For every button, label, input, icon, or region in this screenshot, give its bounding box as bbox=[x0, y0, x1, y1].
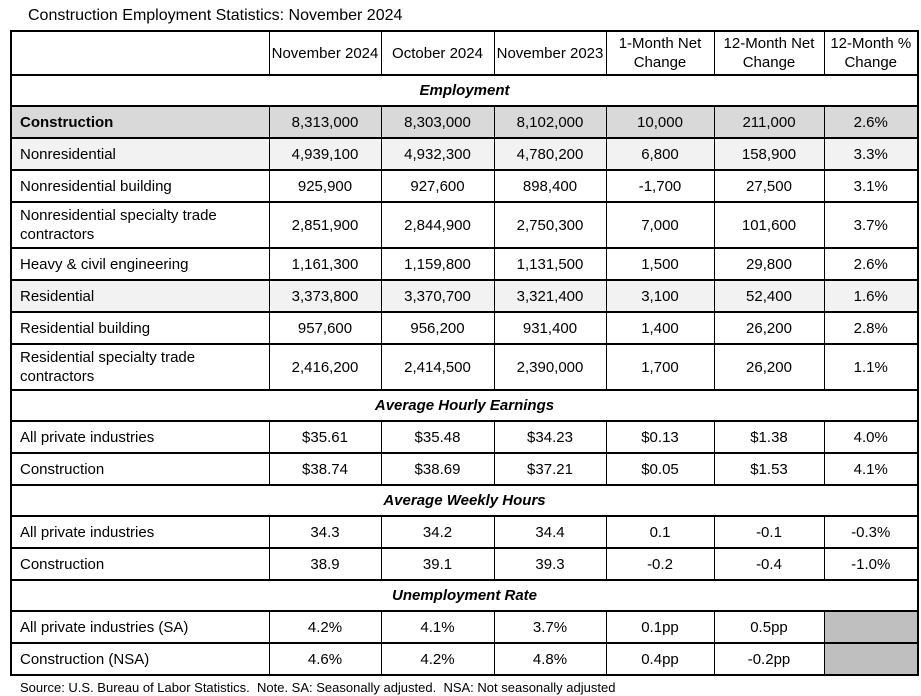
cell-value: 1,500 bbox=[606, 248, 714, 280]
table-body bbox=[11, 75, 918, 675]
cell-value: 8,313,000 bbox=[269, 106, 381, 138]
cell-value: 0.1pp bbox=[606, 611, 714, 643]
cell-value: 158,900 bbox=[714, 138, 824, 170]
cell-value: 4.0% bbox=[824, 421, 918, 453]
cell-value: 931,400 bbox=[494, 312, 606, 344]
cell-value: 2.6% bbox=[824, 248, 918, 280]
cell-value: 4.2% bbox=[381, 643, 494, 675]
row-label: Residential specialty trade contractors bbox=[11, 344, 269, 390]
cell-value: 4.6% bbox=[269, 643, 381, 675]
cell-value: 1.1% bbox=[824, 344, 918, 390]
column-header: 1-Month Net Change bbox=[606, 31, 714, 75]
cell-value: 957,600 bbox=[269, 312, 381, 344]
table-row bbox=[11, 344, 918, 390]
cell-value: 39.3 bbox=[494, 548, 606, 580]
cell-value: 3.7% bbox=[494, 611, 606, 643]
column-header: November 2024 bbox=[269, 31, 381, 75]
cell-value: $0.13 bbox=[606, 421, 714, 453]
cell-value: $37.21 bbox=[494, 453, 606, 485]
cell-value: 898,400 bbox=[494, 170, 606, 202]
page-title: Construction Employment Statistics: November 2024 bbox=[28, 7, 403, 24]
table-row bbox=[11, 421, 918, 453]
source-note: Source: U.S. Bureau of Labor Statistics. Note. SA: Seasonally adjusted. NSA: Not seasonally adjusted bbox=[20, 680, 616, 695]
cell-value: 27,500 bbox=[714, 170, 824, 202]
cell-value: 956,200 bbox=[381, 312, 494, 344]
cell-value: 0.5pp bbox=[714, 611, 824, 643]
section-heading: Average Hourly Earnings bbox=[11, 390, 918, 421]
cell-value: 2,750,300 bbox=[494, 202, 606, 248]
cell-value: 34.2 bbox=[381, 516, 494, 548]
table-row bbox=[11, 643, 918, 675]
cell-value: 4.2% bbox=[269, 611, 381, 643]
cell-value: -0.2pp bbox=[714, 643, 824, 675]
cell-value: 2,390,000 bbox=[494, 344, 606, 390]
section-row bbox=[11, 580, 918, 611]
cell-value: -0.3% bbox=[824, 516, 918, 548]
cell-value: $0.05 bbox=[606, 453, 714, 485]
cell-value: 4.8% bbox=[494, 643, 606, 675]
cell-value: 1,400 bbox=[606, 312, 714, 344]
cell-value: -1.0% bbox=[824, 548, 918, 580]
cell-value: 1.6% bbox=[824, 280, 918, 312]
cell-value: $1.38 bbox=[714, 421, 824, 453]
cell-value: 38.9 bbox=[269, 548, 381, 580]
cell-value: $38.74 bbox=[269, 453, 381, 485]
cell-value: 3.7% bbox=[824, 202, 918, 248]
cell-value: $35.48 bbox=[381, 421, 494, 453]
cell-value: -1,700 bbox=[606, 170, 714, 202]
cell-value: 1,131,500 bbox=[494, 248, 606, 280]
cell-value: 101,600 bbox=[714, 202, 824, 248]
row-label: Residential bbox=[11, 280, 269, 312]
column-header: November 2023 bbox=[494, 31, 606, 75]
empty-shaded-cell bbox=[824, 643, 918, 675]
empty-shaded-cell bbox=[824, 611, 918, 643]
cell-value: 0.4pp bbox=[606, 643, 714, 675]
cell-value: 39.1 bbox=[381, 548, 494, 580]
row-label: Heavy & civil engineering bbox=[11, 248, 269, 280]
cell-value: 0.1 bbox=[606, 516, 714, 548]
section-row bbox=[11, 75, 918, 106]
row-label: Nonresidential building bbox=[11, 170, 269, 202]
cell-value: 3,373,800 bbox=[269, 280, 381, 312]
cell-value: 1,159,800 bbox=[381, 248, 494, 280]
section-heading: Unemployment Rate bbox=[11, 580, 918, 611]
cell-value: 2,414,500 bbox=[381, 344, 494, 390]
table-row bbox=[11, 170, 918, 202]
row-label: All private industries bbox=[11, 421, 269, 453]
cell-value: -0.1 bbox=[714, 516, 824, 548]
cell-value: $35.61 bbox=[269, 421, 381, 453]
cell-value: -0.2 bbox=[606, 548, 714, 580]
column-header: 12-Month Net Change bbox=[714, 31, 824, 75]
cell-value: 3,100 bbox=[606, 280, 714, 312]
section-heading: Employment bbox=[11, 75, 918, 106]
cell-value: 211,000 bbox=[714, 106, 824, 138]
table-row bbox=[11, 106, 918, 138]
cell-value: 26,200 bbox=[714, 344, 824, 390]
row-label: Construction bbox=[11, 548, 269, 580]
section-row bbox=[11, 390, 918, 421]
cell-value: 4,780,200 bbox=[494, 138, 606, 170]
cell-value: 8,102,000 bbox=[494, 106, 606, 138]
column-header-row bbox=[11, 31, 918, 75]
corner-header-cell bbox=[11, 31, 269, 75]
table-row bbox=[11, 548, 918, 580]
cell-value: -0.4 bbox=[714, 548, 824, 580]
cell-value: 3.1% bbox=[824, 170, 918, 202]
cell-value: 52,400 bbox=[714, 280, 824, 312]
cell-value: 10,000 bbox=[606, 106, 714, 138]
cell-value: 3.3% bbox=[824, 138, 918, 170]
table-row bbox=[11, 611, 918, 643]
cell-value: 34.3 bbox=[269, 516, 381, 548]
cell-value: 3,370,700 bbox=[381, 280, 494, 312]
cell-value: 927,600 bbox=[381, 170, 494, 202]
cell-value: 2,851,900 bbox=[269, 202, 381, 248]
cell-value: 4.1% bbox=[381, 611, 494, 643]
row-label: Construction bbox=[11, 453, 269, 485]
cell-value: 2.6% bbox=[824, 106, 918, 138]
cell-value: 8,303,000 bbox=[381, 106, 494, 138]
row-label: All private industries (SA) bbox=[11, 611, 269, 643]
row-label: Nonresidential bbox=[11, 138, 269, 170]
cell-value: 2,416,200 bbox=[269, 344, 381, 390]
cell-value: 1,161,300 bbox=[269, 248, 381, 280]
cell-value: 4,932,300 bbox=[381, 138, 494, 170]
cell-value: 29,800 bbox=[714, 248, 824, 280]
table-row bbox=[11, 202, 918, 248]
cell-value: 26,200 bbox=[714, 312, 824, 344]
employment-statistics-table bbox=[10, 30, 919, 676]
row-label: Construction bbox=[11, 106, 269, 138]
column-header: October 2024 bbox=[381, 31, 494, 75]
section-row bbox=[11, 485, 918, 516]
table-header bbox=[11, 31, 918, 75]
table-row bbox=[11, 516, 918, 548]
cell-value: 7,000 bbox=[606, 202, 714, 248]
section-heading: Average Weekly Hours bbox=[11, 485, 918, 516]
cell-value: 2.8% bbox=[824, 312, 918, 344]
row-label: Nonresidential specialty trade contractors bbox=[11, 202, 269, 248]
table-row bbox=[11, 248, 918, 280]
cell-value: $34.23 bbox=[494, 421, 606, 453]
column-header: 12-Month % Change bbox=[824, 31, 918, 75]
table-row bbox=[11, 312, 918, 344]
cell-value: 2,844,900 bbox=[381, 202, 494, 248]
table-row bbox=[11, 280, 918, 312]
cell-value: 925,900 bbox=[269, 170, 381, 202]
cell-value: 6,800 bbox=[606, 138, 714, 170]
cell-value: 4.1% bbox=[824, 453, 918, 485]
table-row bbox=[11, 453, 918, 485]
cell-value: 34.4 bbox=[494, 516, 606, 548]
cell-value: 1,700 bbox=[606, 344, 714, 390]
cell-value: 4,939,100 bbox=[269, 138, 381, 170]
row-label: All private industries bbox=[11, 516, 269, 548]
row-label: Residential building bbox=[11, 312, 269, 344]
cell-value: 3,321,400 bbox=[494, 280, 606, 312]
row-label: Construction (NSA) bbox=[11, 643, 269, 675]
cell-value: $38.69 bbox=[381, 453, 494, 485]
table-row bbox=[11, 138, 918, 170]
cell-value: $1.53 bbox=[714, 453, 824, 485]
